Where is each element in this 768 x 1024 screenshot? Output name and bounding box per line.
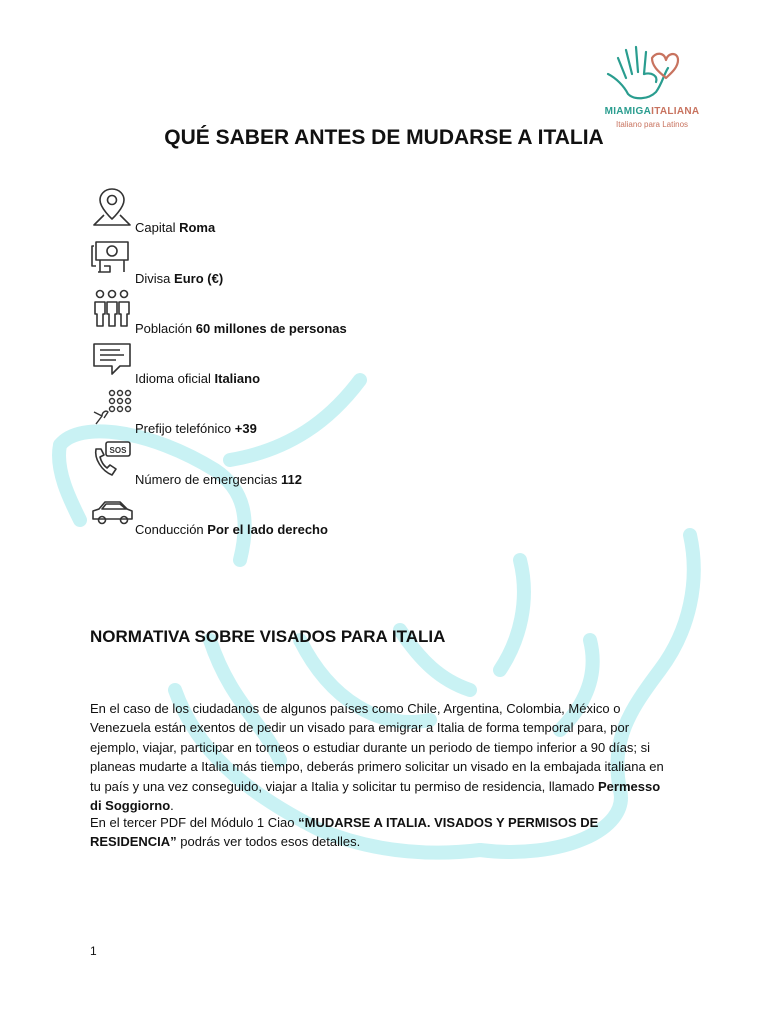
fact-currency (90, 238, 610, 284)
fact-text: Población 60 millones de personas (135, 321, 347, 336)
fact-text: Divisa Euro (€) (135, 271, 224, 286)
module-reference-paragraph: En el tercer PDF del Módulo 1 Ciao “MUDARSE A ITALIA. VISADOS Y PERMISOS DE RESIDENCIA” podrás ver todos esos detalles. (90, 815, 599, 850)
hand-heart-icon (596, 44, 708, 104)
speech-bubble-icon (90, 338, 134, 380)
fact-driving (90, 489, 610, 535)
section-heading: NORMATIVA SOBRE VISADOS PARA ITALIA (90, 627, 446, 646)
location-pin-icon (90, 187, 134, 229)
svg-text:SOS: SOS (109, 446, 127, 455)
fact-text: Conducción Por el lado derecho (135, 522, 328, 537)
fact-population (90, 288, 610, 334)
brand-logo (596, 44, 708, 134)
fact-phone-prefix (90, 388, 610, 434)
page-title: QUÉ SABER ANTES DE MUDARSE A ITALIA (164, 126, 604, 149)
fact-capital (90, 187, 610, 233)
visa-paragraph: En el caso de los ciudadanos de algunos países como Chile, Argentina, Colombia, México o Venezuela están exentos de pedir un visado para emigrar a Italia de forma temporal para, por ejemplo, viajar, participar en torneos o estudiar durante un periodo de tiempo inferior a 90 días; si planeas mudarte a Italia más tiempo, deberás primero solicitar un visado en la embajada italiana en tu país y una vez conseguido, viajar a Italia y solicitar tu permiso de residencia, llamado Permesso di Soggiorno. (90, 701, 664, 814)
people-group-icon (90, 288, 134, 330)
car-icon (90, 489, 134, 531)
sos-phone-icon (90, 439, 134, 481)
fact-emergency (90, 439, 610, 485)
fact-text: Número de emergencias 112 (135, 472, 302, 487)
fact-text: Prefijo telefónico +39 (135, 421, 257, 436)
fact-text: Idioma oficial Italiano (135, 371, 261, 386)
brand-tagline: Italiano para Latinos (615, 120, 689, 129)
fact-text: Capital Roma (135, 220, 216, 235)
dial-pad-icon (90, 388, 134, 430)
fact-language (90, 338, 610, 384)
money-bill-icon (90, 238, 134, 280)
page-number: 1 (90, 944, 97, 958)
brand-name: MIAMIGAITALIANA (604, 106, 700, 117)
